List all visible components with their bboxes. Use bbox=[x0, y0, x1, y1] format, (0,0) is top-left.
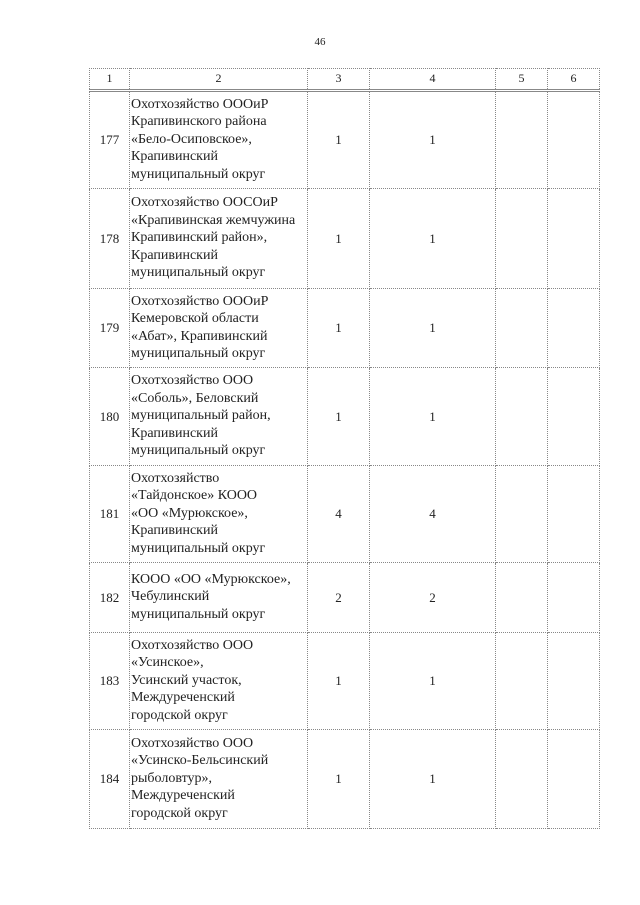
name-line: муниципальный округ bbox=[131, 540, 266, 556]
row-number: 184 bbox=[90, 730, 130, 829]
cell-col-4: 4 bbox=[370, 466, 496, 563]
cell-col-6 bbox=[548, 189, 600, 289]
name-line: Охотхозяйство ООО bbox=[131, 373, 254, 389]
cell-col-5 bbox=[496, 289, 548, 368]
cell-col-4: 2 bbox=[370, 563, 496, 633]
name-line: Крапивинский bbox=[131, 425, 218, 441]
cell-col-6 bbox=[548, 368, 600, 466]
cell-col-4: 1 bbox=[370, 189, 496, 289]
cell-col-3: 1 bbox=[308, 91, 370, 189]
name-line: муниципальный округ bbox=[131, 265, 266, 281]
cell-col-6 bbox=[548, 730, 600, 829]
hunting-grounds-table bbox=[89, 68, 600, 829]
name-line: Крапивинского района bbox=[131, 114, 267, 130]
column-header-2: 2 bbox=[130, 69, 308, 91]
cell-col-4: 1 bbox=[370, 730, 496, 829]
table-row bbox=[90, 91, 600, 189]
row-number: 181 bbox=[90, 466, 130, 563]
name-line: муниципальный округ bbox=[131, 166, 266, 182]
table-row bbox=[90, 633, 600, 730]
name-line: Крапивинский bbox=[131, 523, 218, 539]
table-row bbox=[90, 466, 600, 563]
column-header-3: 3 bbox=[308, 69, 370, 91]
name-line: муниципальный район, bbox=[131, 408, 271, 424]
name-line: Охотхозяйство ООО bbox=[131, 735, 254, 751]
name-line: Охотхозяйство ООО bbox=[131, 637, 254, 653]
hunting-ground-name bbox=[130, 368, 308, 466]
row-number: 179 bbox=[90, 289, 130, 368]
cell-col-3: 1 bbox=[308, 730, 370, 829]
table-body bbox=[90, 69, 600, 829]
row-number: 183 bbox=[90, 633, 130, 730]
cell-col-3: 4 bbox=[308, 466, 370, 563]
name-line: «Абат», Крапивинский bbox=[131, 328, 268, 344]
hunting-ground-name bbox=[130, 633, 308, 730]
row-number: 182 bbox=[90, 563, 130, 633]
name-line: «Тайдонское» КООО bbox=[131, 488, 258, 504]
name-line: муниципальный округ bbox=[131, 606, 266, 622]
name-line: городской округ bbox=[131, 805, 228, 821]
cell-col-3: 2 bbox=[308, 563, 370, 633]
name-line: Междуреченский bbox=[131, 690, 235, 706]
name-line: муниципальный округ bbox=[131, 346, 266, 361]
name-line: КООО «ОО «Мурюкское», bbox=[131, 571, 291, 587]
cell-col-6 bbox=[548, 466, 600, 563]
name-line: Крапивинский bbox=[131, 247, 218, 263]
table-row bbox=[90, 368, 600, 466]
name-line: «Бело-Осиповское», bbox=[131, 131, 252, 147]
table-row bbox=[90, 730, 600, 829]
header-row bbox=[90, 69, 600, 91]
hunting-ground-name bbox=[130, 91, 308, 189]
name-line: Охотхозяйство ОООиР bbox=[131, 293, 269, 309]
name-line: Крапивинский bbox=[131, 149, 218, 165]
table-row bbox=[90, 189, 600, 289]
cell-col-6 bbox=[548, 563, 600, 633]
name-line: Крапивинский район», bbox=[131, 230, 268, 246]
name-line: муниципальный округ bbox=[131, 443, 266, 459]
table-row bbox=[90, 563, 600, 633]
row-number: 178 bbox=[90, 189, 130, 289]
cell-col-5 bbox=[496, 189, 548, 289]
hunting-ground-name bbox=[130, 730, 308, 829]
column-header-6: 6 bbox=[548, 69, 600, 91]
name-line: «Крапивинская жемчужина bbox=[131, 212, 296, 228]
name-line: Охотхозяйство ОООиР bbox=[131, 96, 269, 112]
row-number: 177 bbox=[90, 91, 130, 189]
cell-col-5 bbox=[496, 730, 548, 829]
column-header-4: 4 bbox=[370, 69, 496, 91]
cell-col-3: 1 bbox=[308, 289, 370, 368]
name-line: Охотхозяйство bbox=[131, 470, 220, 486]
cell-col-6 bbox=[548, 633, 600, 730]
cell-col-5 bbox=[496, 563, 548, 633]
name-line: Кемеровской области bbox=[131, 311, 259, 326]
name-line: рыболовтур», bbox=[131, 770, 213, 786]
hunting-ground-name bbox=[130, 466, 308, 563]
cell-col-3: 1 bbox=[308, 189, 370, 289]
name-line: Охотхозяйство ООСОиР bbox=[131, 195, 278, 211]
cell-col-5 bbox=[496, 466, 548, 563]
hunting-ground-name bbox=[130, 289, 308, 368]
cell-col-6 bbox=[548, 91, 600, 189]
column-header-5: 5 bbox=[496, 69, 548, 91]
hunting-ground-name bbox=[130, 189, 308, 289]
name-line: «Усинско-Бельсинский bbox=[131, 753, 269, 769]
row-number: 180 bbox=[90, 368, 130, 466]
cell-col-3: 1 bbox=[308, 633, 370, 730]
cell-col-6 bbox=[548, 289, 600, 368]
hunting-ground-name bbox=[130, 563, 308, 633]
cell-col-3: 1 bbox=[308, 368, 370, 466]
cell-col-4: 1 bbox=[370, 289, 496, 368]
name-line: «Усинское», bbox=[131, 655, 204, 671]
name-line: Чебулинский bbox=[131, 589, 210, 605]
cell-col-4: 1 bbox=[370, 368, 496, 466]
page-number: 46 bbox=[314, 36, 326, 48]
name-line: Междуреченский bbox=[131, 788, 235, 804]
column-header-1: 1 bbox=[90, 69, 130, 91]
name-line: городской округ bbox=[131, 707, 228, 723]
cell-col-5 bbox=[496, 633, 548, 730]
cell-col-5 bbox=[496, 368, 548, 466]
cell-col-4: 1 bbox=[370, 633, 496, 730]
name-line: «Соболь», Беловский bbox=[131, 390, 259, 406]
cell-col-4: 1 bbox=[370, 91, 496, 189]
name-line: Усинский участок, bbox=[131, 672, 242, 688]
cell-col-5 bbox=[496, 91, 548, 189]
table-row bbox=[90, 289, 600, 368]
name-line: «ОО «Мурюкское», bbox=[131, 505, 248, 521]
